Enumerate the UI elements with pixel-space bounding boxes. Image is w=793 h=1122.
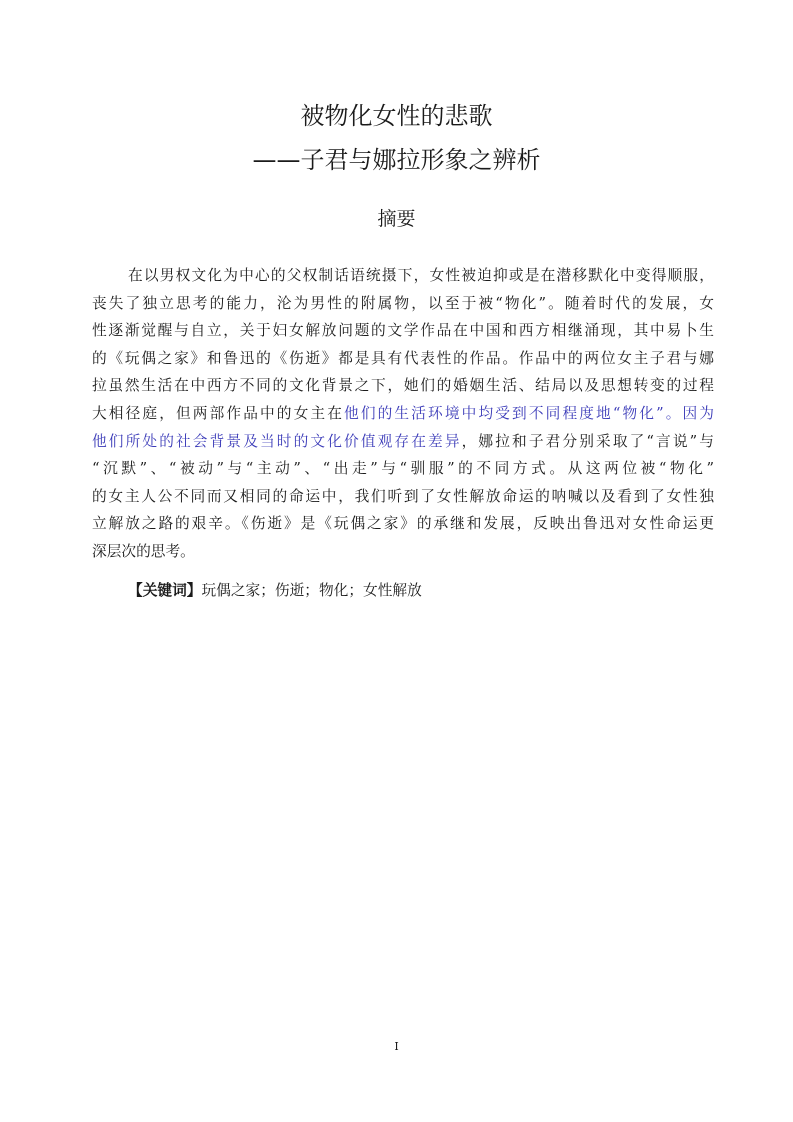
title-subtitle: ——子君与娜拉形象之辨析 (252, 146, 541, 174)
abstract-line: 立解放之路的艰辛。《伤逝》是《玩偶之家》的承继和发展，反映出鲁迅对女性命运更 (92, 515, 714, 533)
abstract-line: 性逐渐觉醒与自立，关于妇女解放问题的文学作品在中国和西方相继涌现，其中易卜生 (92, 322, 714, 340)
abstract-line: 的《玩偶之家》和鲁迅的《伤逝》都是具有代表性的作品。作品中的两位女主子君与娜 (92, 349, 714, 367)
highlighted-text-segment: 他们的生活环境中均受到不同程度地“物化”。因为 (344, 404, 714, 422)
abstract-line: 丧失了独立思考的能力，沦为男性的附属物，以至于被“物化”。随着时代的发展，女 (92, 294, 714, 312)
abstract-line: 拉虽然生活在中西方不同的文化背景之下，她们的婚姻生活、结局以及思想转变的过程 (92, 377, 714, 395)
keywords (128, 577, 422, 605)
highlighted-text-segment: 他们所处的社会背景及当时的文化价值观存在差异 (92, 432, 462, 450)
abstract-line: 的女主人公不同而又相同的命运中，我们听到了女性解放命运的呐喊以及看到了女性独 (92, 487, 714, 505)
abstract-body (92, 262, 714, 566)
abstract-line: 深层次的思考。 (92, 542, 195, 560)
abstract-text-segment: ，娜拉和子君分别采取了“言说”与 (461, 432, 714, 450)
keywords-text: 玩偶之家；伤逝；物化；女性解放 (201, 582, 422, 599)
abstract-line: 在以男权文化为中心的父权制话语统摄下，女性被迫抑或是在潜移默化中变得顺服， (128, 267, 714, 284)
page-number: I (394, 1040, 399, 1053)
abstract-line (92, 428, 714, 456)
abstract-line (92, 400, 714, 428)
abstract-line: “沉默”、“被动”与“主动”、“出走”与“驯服”的不同方式。从这两位被“物化” (92, 460, 714, 478)
abstract-text-segment: 大相径庭，但两部作品中的女主在 (92, 404, 345, 422)
title-main: 被物化女性的悲歌 (300, 102, 493, 130)
keywords-label: 【关键词】 (128, 582, 202, 599)
abstract-heading: 摘要 (377, 208, 416, 230)
